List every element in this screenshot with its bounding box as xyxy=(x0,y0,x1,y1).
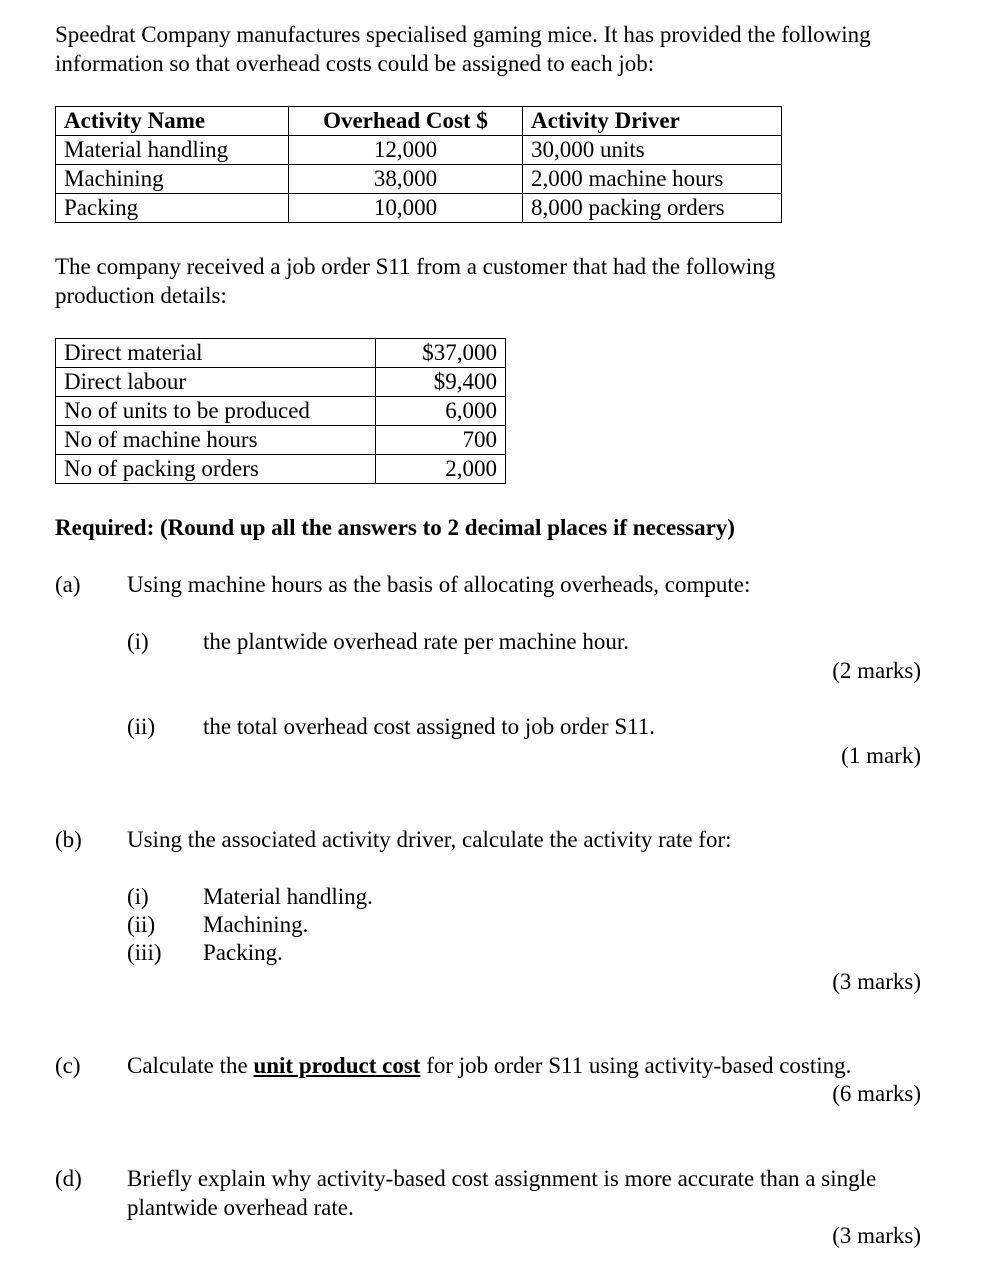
question-a-ii-label: (ii) xyxy=(127,714,156,739)
question-d-line-2: plantwide overhead rate. xyxy=(127,1195,354,1220)
cell-value: $9,400 xyxy=(376,368,506,397)
table-row xyxy=(56,339,506,368)
table-row xyxy=(56,165,782,194)
question-d-label: (d) xyxy=(55,1166,82,1191)
question-c-text xyxy=(127,1051,851,1080)
intro-line-1: Speedrat Company manufactures specialised gaming mice. It has provided the following xyxy=(55,22,871,47)
cell-activity: Material handling xyxy=(56,136,289,165)
cell-cost: 12,000 xyxy=(289,136,523,165)
cell-cost: 10,000 xyxy=(289,194,523,223)
job-intro-line-1: The company received a job order S11 from a customer that had the following xyxy=(55,254,776,279)
cell-cost: 38,000 xyxy=(289,165,523,194)
table-row xyxy=(56,426,506,455)
question-b-item-text: Packing. xyxy=(203,940,283,965)
cell-value: 700 xyxy=(376,426,506,455)
cell-value: $37,000 xyxy=(376,339,506,368)
cell-item: Direct labour xyxy=(56,368,376,397)
job-intro-line-2: production details: xyxy=(55,283,227,308)
question-d-line-1: Briefly explain why activity-based cost assignment is more accurate than a single xyxy=(127,1166,877,1191)
cell-item: No of machine hours xyxy=(56,426,376,455)
question-d-marks: (3 marks) xyxy=(832,1223,921,1248)
question-b-item-text: Material handling. xyxy=(203,884,373,909)
question-b-item-label: (iii) xyxy=(127,940,162,965)
question-a-label: (a) xyxy=(55,572,81,597)
cell-value: 2,000 xyxy=(376,455,506,484)
cell-value: 6,000 xyxy=(376,397,506,426)
question-c-marks: (6 marks) xyxy=(832,1081,921,1106)
job-details-table xyxy=(55,338,506,484)
question-b-marks: (3 marks) xyxy=(832,969,921,994)
question-a-i-text: the plantwide overhead rate per machine hour. xyxy=(203,629,629,654)
table-row xyxy=(56,136,782,165)
header-overhead-cost: Overhead Cost $ xyxy=(289,107,523,136)
question-a-ii-text: the total overhead cost assigned to job order S11. xyxy=(203,714,656,739)
cell-driver: 2,000 machine hours xyxy=(523,165,782,194)
question-c-text-after: for job order S11 using activity-based costing. xyxy=(420,1053,852,1078)
intro-paragraph xyxy=(55,20,871,78)
question-c-text-before: Calculate the xyxy=(127,1053,254,1078)
table-header-row xyxy=(56,107,782,136)
cell-item: No of units to be produced xyxy=(56,397,376,426)
table-row xyxy=(56,194,782,223)
header-activity-driver: Activity Driver xyxy=(523,107,782,136)
question-a-i-marks: (2 marks) xyxy=(832,658,921,683)
table-row xyxy=(56,368,506,397)
cell-activity: Packing xyxy=(56,194,289,223)
question-b-item-label: (ii) xyxy=(127,912,156,937)
required-heading: Required: (Round up all the answers to 2 decimal places if necessary) xyxy=(55,515,735,540)
intro-line-2: information so that overhead costs could be assigned to each job: xyxy=(55,51,655,76)
cell-driver: 30,000 units xyxy=(523,136,782,165)
cell-item: Direct material xyxy=(56,339,376,368)
question-c-label: (c) xyxy=(55,1053,81,1078)
question-a-ii-marks: (1 mark) xyxy=(841,743,921,768)
question-c-emphasis: unit product cost xyxy=(253,1053,421,1078)
table-row xyxy=(56,397,506,426)
header-activity-name: Activity Name xyxy=(56,107,289,136)
question-b-text: Using the associated activity driver, calculate the activity rate for: xyxy=(127,827,732,852)
activity-cost-table xyxy=(55,106,782,223)
question-b-label: (b) xyxy=(55,827,82,852)
table-row xyxy=(56,455,506,484)
question-a-i-label: (i) xyxy=(127,629,149,654)
question-b-item-label: (i) xyxy=(127,884,149,909)
cell-driver: 8,000 packing orders xyxy=(523,194,782,223)
question-a-text: Using machine hours as the basis of allocating overheads, compute: xyxy=(127,572,751,597)
cell-item: No of packing orders xyxy=(56,455,376,484)
question-b-item-text: Machining. xyxy=(203,912,309,937)
cell-activity: Machining xyxy=(56,165,289,194)
job-intro-paragraph xyxy=(55,252,775,310)
